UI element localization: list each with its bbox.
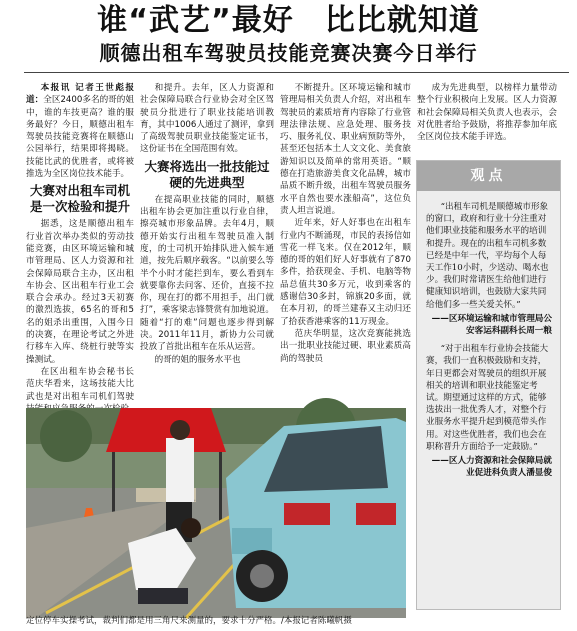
viewpoint-body bbox=[426, 201, 552, 485]
viewpoint-attribution: ——区人力资源和社会保障局就业促进科负责人潘显俊 bbox=[431, 456, 552, 479]
photo-illustration bbox=[26, 408, 406, 618]
viewpoint-sidebar bbox=[416, 160, 561, 610]
viewpoint-label: 观点 bbox=[417, 161, 560, 191]
paragraph: 的哥的姐的服务水平也 bbox=[154, 354, 241, 365]
lead-paragraph: 全区2400多名的哥的姐中，谁的车技更高？谁的服务最好？今日，顺德出租车驾驶员技能竞赛将在顺德山公园举行，结果即将揭晓。技能比武的优胜者，或将被推选为全区岗位技术能手。 bbox=[26, 95, 134, 180]
article-column-1 bbox=[26, 82, 134, 402]
headline-rule bbox=[24, 72, 569, 73]
paragraph: 范庆华明显，这次竞赛能挑选出一批职业技能过硬、职业素质高尚的驾驶员 bbox=[280, 328, 411, 364]
subheadline: 顺德出租车驾驶员技能竞赛决赛今日举行 bbox=[99, 41, 478, 65]
article-column-2 bbox=[140, 82, 274, 388]
paragraph: 近年来，好人好事也在出租车行业内不断涌现，市民的表扬信如雪花一样飞来。仅在2012年，顺德的哥的姐们好人好事就有了870多件，拾获现金、手机、电脑等物品总值共30多万元，收到乘客的感谢信30多封，锦旗20多面，就在本月初，的哥兰建春又主动归还了拾获香港乘客的11万现金。 bbox=[280, 218, 411, 327]
photo-caption: 定位停车实操考试，裁判们都是用三角尺来测量的，要求十分严格。/本报记者陈曦帆摄 bbox=[26, 616, 352, 626]
viewpoint-quote: “出租车司机是顺德城市形象的窗口，政府和行业十分注重对他们职业技能和服务水平的培训和提升。现在的出租车司机多数已经是中年一代，平均每个人每天工作10小时，少送动、喝水也少。我们时常请医生给他们进行健康知识培训，也鼓励大家共同给他们多一些关爱关怀。” bbox=[426, 202, 549, 310]
paragraph: 据悉，这是顺德出租车行业首次举办类似的劳动技能竞赛，由区环境运输和城市管理局、区人力资源和社会保障局联合主办，区出租车协会、区出租车行业工会联合会承办。经过3天初赛的激烈选拔，65名的哥和5名的姐杀出重围，入围今日的决赛，在理论考试之外进行移车入库、绕桩行驶等实操测试。 bbox=[26, 219, 134, 365]
section-heading-2: 大赛将选出一批技能过硬的先进典型 bbox=[144, 158, 270, 190]
byline: 本报讯 记者王世彪报道： bbox=[26, 83, 134, 106]
paragraph: 在区出租车协会秘书长范庆华看来，这场技能大比武也是对出租车司机们驾驶 bbox=[26, 366, 134, 402]
headline: 谁“武艺”最好 比比就知道 bbox=[97, 3, 480, 38]
article-column-3 bbox=[280, 82, 411, 398]
judge-figure bbox=[166, 438, 194, 502]
article-column-4 bbox=[417, 82, 557, 162]
section-heading-1: 大赛对出租车司机是一次检验和提升 bbox=[29, 183, 130, 215]
paragraph: 和提升。去年，区人力资源和社会保障局联合行业协会对全区驾驶员分批进行了职业技能培训教育，其中1006人通过了测评，拿到了高级驾驶员职业技能鉴定证书，这份证书在全国范围有效。 bbox=[140, 83, 274, 155]
viewpoint-quote: “对于出租车行业协会技能大赛，我们一直积极鼓励和支持，年日更都会对驾驶员的组织开展相关的培训和职业技能鉴定考试。期望通过这样的方式，能够选拔出一批优秀人才，对整个行业服务水平提升起到模范带头作用。对这些优胜者，我们也会在职称晋升方面给予一定鼓励。” bbox=[426, 344, 549, 452]
viewpoint-attribution: ——区环境运输和城市管理局公安客运科副科长周一粮 bbox=[431, 313, 552, 337]
paragraph: 不断提升。区环境运输和城市管理局相关负责人介绍，对出租车驾驶员的素质培育内容除了行业管理法律法规、应急处理、服务技巧、服务礼仪、职业病预防等外，甚至还包括本土人文文化、美食旅游知识以及简单的常用英语。“顺德在打造旅游美食文化品牌，城市品质不断升级，出租车驾驶员服务水平自然也要水涨船高”，这位负责人坦言说道。 bbox=[280, 83, 411, 216]
paragraph: 在提高职业技能的同时，顺德出租车协会更加注重以行业自律，擦亮城市形象品牌。去年4月，顺德开始实行出租车驾驶员准入制度，的士司机开始排队进入候车通道，按先后顺序载客。“以前要么等半个小时才能拦到车，要么看到车就要靠你去问客、还价，直接不拉你，现在打的都不用担手，出门就打”，乘客梁志锋赞赏有加地说道。随着“打的难”问题也逐步得到解决。2011年11月，新协力公司就投放了首批出租车在乐从运营。 bbox=[140, 194, 274, 353]
paragraph: 成为先进典型，以榜样力量带动整个行业积极向上发展。区人力资源和社会保障局相关负责人也表示，会对优胜者给予鼓励，将推荐参加年底全区岗位技术能手评选。 bbox=[417, 83, 557, 143]
news-photo bbox=[26, 408, 406, 618]
